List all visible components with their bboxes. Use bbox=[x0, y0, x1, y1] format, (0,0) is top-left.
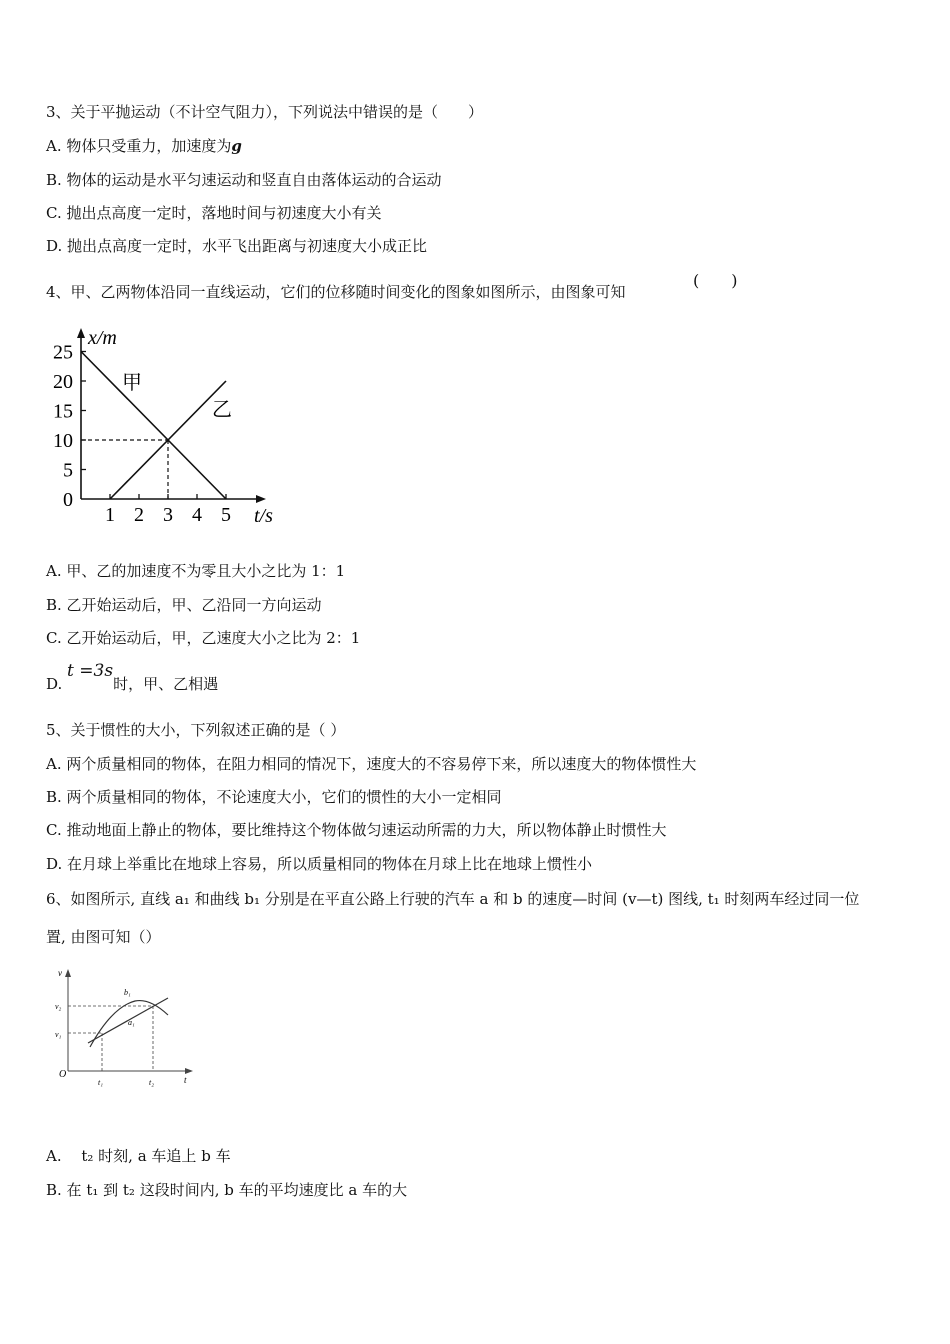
q3-option-a-text: A. 物体只受重力，加速度为 bbox=[46, 137, 232, 155]
q4-option-d-text: 时，甲、乙相遇 bbox=[113, 675, 219, 693]
q6-stem-line1: 6、如图所示, 直线 a₁ 和曲线 b₁ 分别是在平直公路上行驶的汽车 a 和 b 的速度—时间 (v—t) 图线, t₁ 时刻两车经过同一位 bbox=[46, 890, 860, 908]
y-tick-label: 5 bbox=[63, 459, 73, 482]
series-label-a1: a₁ bbox=[128, 1018, 135, 1027]
q4-xt-graph bbox=[40, 320, 300, 535]
q4-option-d-formula: t =3s bbox=[67, 661, 114, 681]
q4-blank: ( ) bbox=[693, 271, 738, 290]
q3-option-a bbox=[46, 136, 242, 156]
q3-option-a-g: g bbox=[231, 137, 242, 155]
q6-stem-line2: 置, 由图可知（） bbox=[46, 928, 161, 946]
q4-option-a: A. 甲、乙的加速度不为零且大小之比为 1：1 bbox=[46, 562, 346, 580]
q4-stem: 4、甲、乙两物体沿同一直线运动，它们的位移随时间变化的图象如图所示，由图象可知 bbox=[46, 283, 626, 301]
x-tick-label: 2 bbox=[134, 504, 144, 526]
q6-option-a: A. t₂ 时刻, a 车追上 b 车 bbox=[46, 1147, 231, 1165]
y-tick-label: 20 bbox=[53, 371, 73, 393]
y-tick-label: 0 bbox=[63, 489, 73, 511]
q5-stem: 5、关于惯性的大小，下列叙述正确的是（ ） bbox=[46, 721, 346, 739]
y-tick-label: v₁ bbox=[55, 1030, 62, 1039]
origin-label: O bbox=[59, 1069, 67, 1080]
q5-option-a: A. 两个质量相同的物体，在阻力相同的情况下，速度大的不容易停下来，所以速度大的物体惯性大 bbox=[46, 755, 697, 773]
q4-option-b: B. 乙开始运动后，甲、乙沿同一方向运动 bbox=[46, 596, 322, 614]
series-line-1 bbox=[81, 352, 226, 500]
y-axis-label: v bbox=[58, 968, 62, 978]
q4-option-c: C. 乙开始运动后，甲，乙速度大小之比为 2：1 bbox=[46, 629, 361, 647]
y-tick-label: 25 bbox=[53, 341, 73, 364]
q4-option-d-label: D. bbox=[46, 675, 63, 693]
series-label-jia: 甲 bbox=[122, 372, 142, 394]
series-label-yi: 乙 bbox=[212, 399, 232, 421]
q3-option-b: B. 物体的运动是水平匀速运动和竖直自由落体运动的合运动 bbox=[46, 171, 442, 189]
y-tick-label: 15 bbox=[53, 400, 73, 423]
q5-option-c: C. 推动地面上静止的物体，要比维持这个物体做匀速运动所需的力大，所以物体静止时惯性大 bbox=[46, 821, 667, 839]
x-tick-label: 4 bbox=[192, 504, 202, 526]
y-axis-label: x/m bbox=[88, 327, 117, 349]
x-tick-label: t₁ bbox=[98, 1078, 104, 1087]
x-tick-label: 5 bbox=[221, 504, 231, 526]
x-axis-label: t/s bbox=[254, 505, 273, 527]
q3-stem: 3、关于平抛运动（不计空气阻力），下列说法中错误的是（ ） bbox=[46, 103, 484, 121]
y-tick-label: 10 bbox=[53, 430, 73, 452]
q6-vt-graph bbox=[50, 965, 200, 1090]
x-axis-label: t bbox=[184, 1075, 187, 1085]
y-axis-arrow bbox=[77, 328, 85, 338]
series-label-b1: b₁ bbox=[124, 988, 131, 997]
x-axis-arrow bbox=[185, 1068, 193, 1074]
x-tick-label: 1 bbox=[105, 504, 115, 526]
q6-option-b: B. 在 t₁ 到 t₂ 这段时间内, b 车的平均速度比 a 车的大 bbox=[46, 1181, 408, 1199]
q3-option-d: D. 抛出点高度一定时，水平飞出距离与初速度大小成正比 bbox=[46, 237, 428, 255]
q5-option-b: B. 两个质量相同的物体，不论速度大小，它们的惯性的大小一定相同 bbox=[46, 788, 502, 806]
x-tick-label: t₂ bbox=[149, 1078, 155, 1087]
q4-option-d bbox=[46, 661, 219, 694]
q3-option-c: C. 抛出点高度一定时，落地时间与初速度大小有关 bbox=[46, 204, 382, 222]
y-tick-label: v₂ bbox=[55, 1002, 62, 1011]
x-tick-label: 3 bbox=[163, 504, 173, 526]
q5-option-d: D. 在月球上举重比在地球上容易，所以质量相同的物体在月球上比在地球上惯性小 bbox=[46, 855, 593, 873]
y-axis-arrow bbox=[65, 969, 71, 977]
x-axis-arrow bbox=[256, 495, 266, 503]
